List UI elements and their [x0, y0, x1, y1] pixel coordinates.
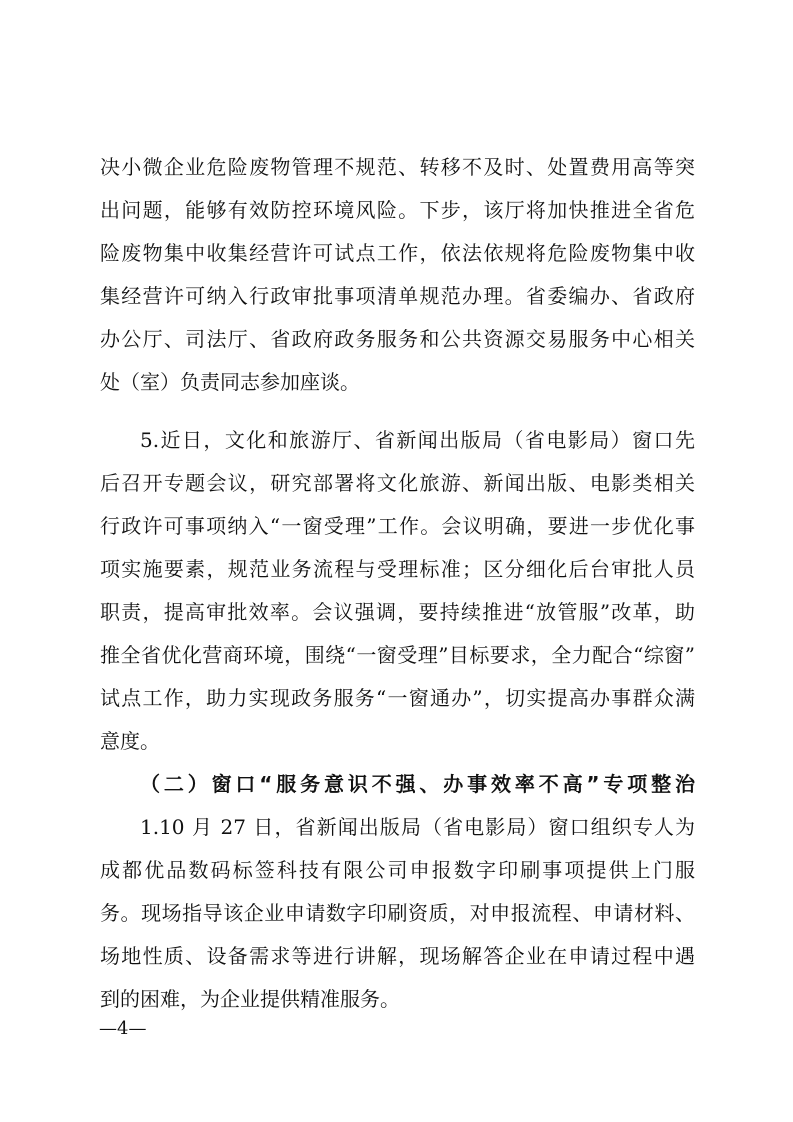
section-heading: （二）窗口“服务意识不强、办事效率不高”专项整治 — [140, 772, 695, 796]
page-number: —4— — [99, 1018, 147, 1039]
body-text-line: 行政许可事项纳入“一窗受理”工作。会议明确，要进一步优化事 — [100, 514, 695, 538]
body-text-line: 试点工作，助力实现政务服务“一窗通办”，切实提高办事群众满 — [100, 686, 695, 710]
body-text-line: 务。现场指导该企业申请数字印刷资质，对申报流程、申请材料、 — [100, 901, 695, 925]
body-text-line: 职责，提高审批效率。会议强调，要持续推进“放管服”改革，助 — [100, 600, 695, 624]
body-text-line: 办公厅、司法厅、省政府政务服务和公共资源交易服务中心相关 — [100, 327, 695, 351]
body-text-line: 场地性质、设备需求等进行讲解，现场解答企业在申请过程中遇 — [100, 944, 695, 968]
paragraph-first-line: 1.10 月 27 日，省新闻出版局（省电影局）窗口组织专人为 — [140, 815, 695, 839]
body-text-line: 集经营许可纳入行政审批事项清单规范办理。省委编办、省政府 — [100, 284, 695, 308]
body-text-line: 处（室）负责同志参加座谈。 — [100, 370, 360, 394]
body-text-line: 出问题，能够有效防控环境风险。下步，该厅将加快推进全省危 — [100, 198, 695, 222]
body-text-line: 成都优品数码标签科技有限公司申报数字印刷事项提供上门服 — [100, 858, 695, 882]
body-text-line: 项实施要素，规范业务流程与受理标准；区分细化后台审批人员 — [100, 557, 695, 581]
body-text-line: 意度。 — [100, 729, 160, 753]
body-text-line: 险废物集中收集经营许可试点工作，依法依规将危险废物集中收 — [100, 241, 695, 265]
body-text-line: 决小微企业危险废物管理不规范、转移不及时、处置费用高等突 — [100, 155, 695, 179]
paragraph-first-line: 5.近日，文化和旅游厅、省新闻出版局（省电影局）窗口先 — [140, 428, 695, 452]
body-text-line: 推全省优化营商环境，围绕“一窗受理”目标要求，全力配合“综窗” — [100, 643, 695, 667]
body-text-line: 后召开专题会议，研究部署将文化旅游、新闻出版、电影类相关 — [100, 471, 695, 495]
body-text-line: 到的困难，为企业提供精准服务。 — [100, 987, 400, 1011]
